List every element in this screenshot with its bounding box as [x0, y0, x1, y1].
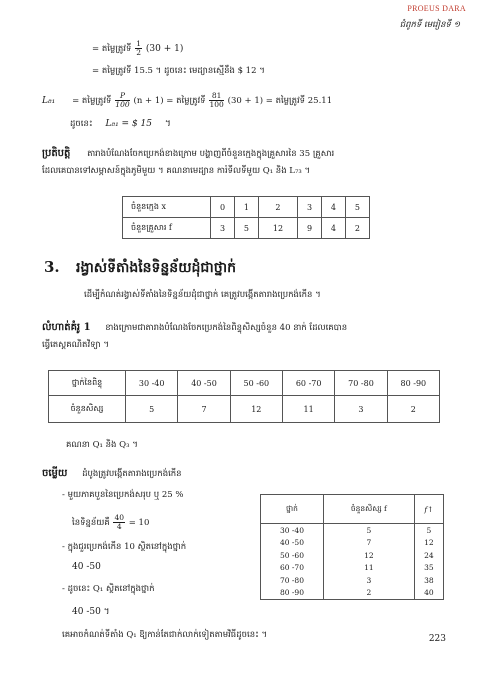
table-cell: 50 -60: [230, 371, 282, 396]
table-cell: 3: [323, 574, 414, 587]
table-row: [123, 197, 370, 218]
table-cell: 12: [424, 538, 434, 548]
table-header-cell: ចំនួនសិស្ស f: [323, 495, 414, 524]
calc-text: = តម្លៃត្រូវទី: [72, 96, 112, 106]
answer-bullet-3: - ដូចនេះ Q₁ ស្ថិតនៅក្នុងថ្នាក់: [62, 584, 155, 594]
answer-bullet-3-class: 40 -50 ។: [72, 607, 110, 617]
table-cell: 3: [298, 197, 322, 218]
calc-line-2: = តម្លៃត្រូវទី 15.5 ។ ដូចនេះ មេដ្យានស្មើនឹង $ 12 ។: [92, 66, 265, 76]
exercise-text: តារាងបំណែងចែកប្រេកង់ខាងក្រោម បង្ហាញពីចំនួនក្មេងក្នុងគ្រួសារនៃ 35 គ្រួសារ: [87, 149, 335, 159]
table-cell: 12: [230, 396, 282, 423]
fraction: $\frac{P}{100}$: [115, 91, 130, 109]
table-cell: 38: [424, 575, 434, 585]
section-title: រង្វាស់ទីតាំងនៃទិន្នន័យដុំជាថ្នាក់: [76, 260, 236, 276]
calc-text: ។: [164, 119, 171, 129]
table-cell: 5: [345, 197, 369, 218]
table-cell: 30 -40: [126, 371, 178, 396]
table-cell: 5: [426, 525, 432, 535]
table-row: [261, 587, 444, 600]
table-cell: 12: [258, 218, 297, 239]
table-row: [123, 218, 370, 239]
brand-label: PROEUS DARA: [407, 4, 466, 13]
table-cell: 5: [323, 524, 414, 537]
answer-intro: ដំបូងត្រូវបង្កើតតារាងប្រេកង់កើន: [82, 469, 182, 479]
table-header-cell: ចំនួនគ្រួសារ f: [123, 218, 211, 239]
table-header-cell: ចំនួនសិស្ស: [49, 396, 126, 423]
cumulative-frequency-table: [260, 494, 444, 600]
fraction: $\frac{40}{4}$: [114, 513, 125, 531]
table-row: [261, 537, 444, 550]
exercise-line-2: ដែលគេបានទៅសម្ភាសន៍ក្នុងភូមិមួយ ។ គណនាមេដ្យាន ការ៉ទីលទីមួយ Q₁ និង L₇₃ ។: [42, 166, 311, 176]
table-header-cell: ថ្នាក់នៃពិន្ទុ: [49, 371, 126, 396]
answer-text: = 10: [128, 518, 150, 528]
table-cell: 7: [178, 396, 230, 423]
table-cell: 2: [258, 197, 297, 218]
answer-bullet-1: - មួយភាគបួននៃប្រេកង់សរុប ឬ 25 %: [62, 490, 184, 500]
table-header-cell: ចំនួនក្មេង x: [123, 197, 211, 218]
table-cell: 60 -70: [261, 562, 324, 575]
exercise-line-1: [42, 146, 334, 161]
table-cell: 3: [335, 396, 387, 423]
table-cell: 4: [321, 197, 345, 218]
table-cell: 2: [387, 396, 439, 423]
table-cell: 11: [282, 396, 334, 423]
table-header-cell: f↑: [414, 495, 443, 524]
table-header-row: [261, 495, 444, 524]
section-number: 3.: [44, 258, 60, 276]
table-cell: 40: [424, 588, 434, 598]
table-cell: 24: [424, 550, 434, 560]
calc-line-3: [42, 92, 332, 109]
table-cell: 70 -80: [335, 371, 387, 396]
chapter-header: ជំពូកទី មេរៀនទី ១: [399, 20, 460, 30]
section-intro: ដើម្បីកំណត់រង្វាស់ទីតាំងនៃទិន្នន័យដុំជាថ្នាក់ គេត្រូវបង្កើតតារាងប្រេកង់កើន ។: [84, 290, 321, 300]
answer-bullet-1-cont: [72, 514, 149, 531]
children-frequency-table: [122, 196, 370, 239]
answer-text: នៃទិន្នន័យគឺ: [72, 518, 110, 528]
table-row: [261, 574, 444, 587]
calc-text: (30 + 1) = តម្លៃត្រូវទី 25.11: [227, 96, 333, 106]
answer-conclusion: គេអាចកំណត់ទីតាំង Q₁ ឱ្យកាន់តែជាក់លាក់ទៀតតាមវិធីដូចនេះ ។: [62, 630, 268, 640]
table-cell: 40 -50: [261, 537, 324, 550]
example-line-2: ធ្វើតេស្តគណិតវិទ្យា ។: [42, 340, 109, 350]
table-row: [49, 396, 440, 423]
table-row: [261, 549, 444, 562]
answer-line: [42, 466, 182, 481]
table-row: [261, 524, 444, 537]
calc-line-4: [70, 118, 171, 131]
table-cell: 30 -40: [261, 524, 324, 537]
answer-bullet-2-class: 40 -50: [72, 562, 101, 572]
table-cell: 0: [211, 197, 235, 218]
exercise-label: ប្រតិបត្តិ: [42, 148, 71, 159]
table-cell: 60 -70: [282, 371, 334, 396]
percentile-symbol: L₈₁: [42, 96, 56, 106]
calc-line-1: [92, 40, 183, 57]
table-header-cell: ថ្នាក់: [261, 495, 324, 524]
page-number: 223: [428, 634, 446, 644]
table-cell: 70 -80: [261, 574, 324, 587]
table-cell: 40 -50: [178, 371, 230, 396]
table-cell: 35: [424, 563, 434, 573]
table-row: [261, 562, 444, 575]
calc-tail: (30 + 1): [145, 44, 184, 54]
fraction: $\frac{1}{2}$: [136, 39, 141, 57]
table-cell: 2: [323, 587, 414, 600]
calc-text: (n + 1) = តម្លៃត្រូវទី: [133, 96, 206, 106]
fraction: $\frac{81}{100}$: [209, 91, 224, 109]
calc-text: = តម្លៃត្រូវទី: [92, 44, 132, 54]
example-line-1: [42, 320, 347, 335]
table-cell: 5: [126, 396, 178, 423]
answer-bullet-2: - ក្នុងជួរប្រេកង់កើន 10 ស្ថិតនៅក្នុងថ្នាក់: [62, 542, 187, 552]
example-question: គណនា Q₁ និង Q₃ ។: [66, 440, 138, 450]
table-row: [49, 371, 440, 396]
table-cell: 11: [323, 562, 414, 575]
table-cell: 4: [321, 218, 345, 239]
table-cell: 50 -60: [261, 549, 324, 562]
calc-expression: L₈₁ = $ 15: [105, 119, 152, 129]
example-text: ខាងក្រោមជាតារាងបំណែងចែកប្រេកង់នៃពិន្ទុសិស្សចំនួន 40 នាក់ ដែលគេបាន: [105, 323, 348, 333]
scores-frequency-table: [48, 370, 440, 423]
table-cell: 80 -90: [261, 587, 324, 600]
table-cell: 80 -90: [387, 371, 439, 396]
table-cell: 5: [234, 218, 258, 239]
table-cell: 3: [211, 218, 235, 239]
calc-text: ដូចនេះ: [70, 119, 93, 129]
answer-label: ចម្លើយ: [42, 468, 68, 479]
table-cell: 12: [323, 549, 414, 562]
table-cell: 1: [234, 197, 258, 218]
table-cell: 7: [323, 537, 414, 550]
table-cell: 2: [345, 218, 369, 239]
table-cell: 9: [298, 218, 322, 239]
example-label: លំហាត់គំរូ 1: [42, 322, 91, 333]
